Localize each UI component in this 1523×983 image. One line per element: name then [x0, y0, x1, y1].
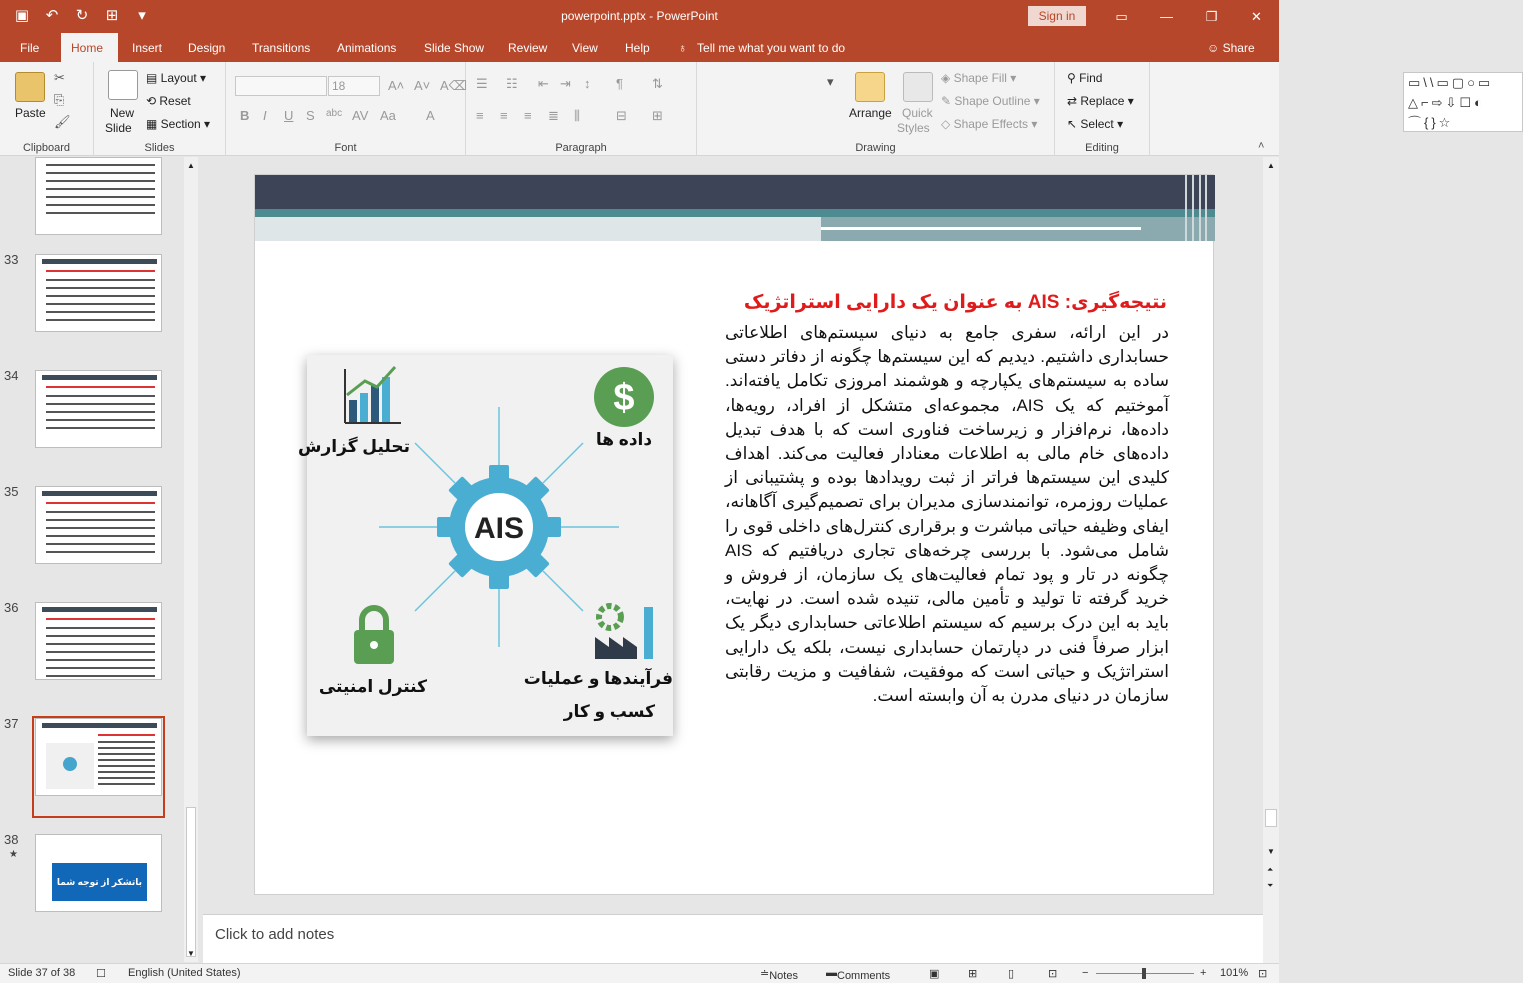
paste-icon[interactable] — [15, 72, 45, 102]
tab-review[interactable]: Review — [508, 41, 548, 55]
scrollbar-thumb[interactable] — [186, 807, 196, 957]
editing-group — [1055, 62, 1150, 156]
justify-icon[interactable]: ≣ — [548, 108, 559, 123]
quick-styles-button-line2[interactable]: Styles — [897, 121, 930, 135]
tab-transitions[interactable]: Transitions — [252, 41, 311, 55]
slide-number: 38 — [4, 832, 19, 847]
shape-effects-button[interactable]: ◇ Shape Effects ▾ — [941, 117, 1038, 131]
factory-icon — [595, 606, 653, 659]
cut-icon[interactable]: ✂ — [54, 70, 65, 85]
paint-bucket-icon: ◈ — [941, 71, 954, 85]
ribbon-tabs — [0, 33, 1279, 62]
new-slide-button-line2[interactable]: Slide — [105, 121, 132, 135]
copy-icon[interactable]: ⎘ — [54, 92, 65, 107]
slide-number: 33 — [4, 252, 19, 267]
collapse-ribbon-icon[interactable]: ˄ — [1258, 140, 1265, 152]
tab-file[interactable]: File — [20, 41, 40, 55]
zoom-in-icon[interactable]: + — [1200, 967, 1207, 979]
ribbon — [0, 62, 1494, 156]
effects-icon: ◇ — [941, 117, 954, 131]
slide-thumbnail-37[interactable] — [35, 718, 162, 796]
zoom-out-icon[interactable]: − — [1082, 967, 1089, 979]
quick-styles-icon[interactable] — [903, 72, 933, 102]
label-report-analysis: تحلیل گزارش — [298, 437, 410, 456]
zoom-level[interactable]: 101% — [1220, 967, 1249, 979]
line-spacing-icon[interactable]: ↕ — [584, 76, 591, 91]
text-direction-icon[interactable]: ⇅ — [652, 76, 663, 91]
font-size-combo[interactable]: 18 — [328, 76, 380, 96]
clipboard-group — [0, 62, 94, 156]
replace-icon: ⇄ — [1067, 94, 1081, 108]
char-spacing-icon[interactable]: AV — [352, 108, 369, 123]
smartart-icon[interactable]: ⊞ — [652, 108, 663, 123]
spell-check-icon[interactable]: ☐ — [96, 968, 106, 980]
notes-toggle[interactable]: ≐ Notes — [760, 968, 798, 982]
share-button[interactable]: ☺ Share — [1207, 41, 1255, 55]
slide-number: 36 — [4, 600, 19, 615]
slides-group — [94, 62, 226, 156]
tab-help[interactable]: Help — [625, 41, 650, 55]
section-icon: ▦ — [146, 117, 161, 131]
new-slide-icon[interactable] — [108, 70, 138, 100]
select-button[interactable]: ↖ Select ▾ — [1067, 117, 1124, 131]
shapes-gallery[interactable]: ▭\\▭▢○▭ △⌐⇨⇩☐◐ ⌒{}☆ — [1403, 72, 1523, 132]
paragraph-group — [466, 62, 697, 156]
align-text-icon[interactable]: ⊟ — [616, 108, 627, 123]
reset-icon: ⟲ — [146, 94, 160, 108]
slide-title[interactable]: نتیجه‌گیری: AIS به عنوان یک دارایی استراتژیک — [743, 292, 1167, 313]
redo-icon[interactable]: ↻ — [75, 7, 89, 24]
clear-format-icon[interactable]: A⌫ — [440, 78, 468, 93]
rtl-icon[interactable]: ¶ — [616, 76, 623, 91]
shape-fill-button[interactable]: ◈ Shape Fill ▾ — [941, 71, 1017, 85]
shadow-icon[interactable]: S — [306, 108, 315, 123]
font-label: Font — [334, 142, 357, 154]
grow-font-icon[interactable]: A˄ — [388, 78, 405, 93]
label-business: کسب و کار — [563, 702, 655, 721]
align-right-icon[interactable]: ≡ — [524, 108, 532, 123]
slide-sorter-icon[interactable]: ⊞ — [968, 968, 978, 980]
quick-styles-button[interactable]: Quick — [902, 106, 933, 120]
shrink-font-icon[interactable]: A˅ — [414, 78, 431, 93]
editing-label: Editing — [1085, 142, 1119, 154]
present-icon[interactable]: ⊞ — [105, 7, 119, 24]
font-group — [226, 62, 466, 156]
ais-diagram[interactable] — [298, 355, 673, 736]
customize-qat-icon[interactable]: ▾ — [138, 7, 146, 24]
slide-thumbnail-panel — [0, 157, 203, 963]
header-band-teal — [255, 209, 1215, 217]
change-case-icon[interactable]: Aa — [380, 108, 396, 123]
sign-in-button[interactable]: Sign in — [1028, 6, 1086, 26]
slide-thumbnail-35[interactable] — [35, 486, 162, 564]
thanks-box: باتشکر از توجه شما — [52, 863, 147, 901]
zoom-slider-handle[interactable] — [1142, 968, 1146, 979]
notes-placeholder[interactable]: Click to add notes — [215, 926, 335, 943]
replace-button[interactable]: ⇄ Replace ▾ — [1067, 94, 1134, 108]
pen-icon: ✎ — [941, 94, 955, 108]
slide-thumbnail-36[interactable] — [35, 602, 162, 680]
scroll-down-icon[interactable]: ▼ — [187, 949, 195, 958]
label-processes: فرآیندها و عملیات — [523, 669, 673, 688]
strikethrough-icon[interactable]: abc — [326, 108, 343, 119]
arrange-icon[interactable] — [855, 72, 885, 102]
quick-access-toolbar — [12, 6, 152, 26]
font-color-icon[interactable]: A — [426, 108, 435, 123]
columns-icon[interactable]: ⫼ — [574, 108, 580, 123]
dollar-glyph: $ — [613, 377, 635, 419]
save-icon[interactable]: ▣ — [14, 7, 30, 24]
slide-scrollbar[interactable] — [1263, 157, 1279, 963]
clipboard-label: Clipboard — [22, 142, 71, 154]
restore-icon[interactable]: ❐ — [1205, 9, 1218, 24]
align-center-icon[interactable]: ≡ — [500, 108, 508, 123]
slide-thumbnail-32[interactable] — [35, 157, 162, 235]
label-security-control: کنترل امنیتی — [318, 677, 427, 696]
thumbnail-scrollbar[interactable] — [184, 157, 198, 962]
tab-animations[interactable]: Animations — [337, 41, 397, 55]
reading-view-icon[interactable]: ▯ — [1008, 968, 1015, 980]
tell-me-search[interactable]: ♁ Tell me what you want to do — [678, 41, 846, 55]
ribbon-display-icon[interactable]: ▭ — [1115, 9, 1128, 24]
bar-chart-icon — [345, 367, 401, 423]
search-icon: ⚲ — [1067, 71, 1080, 85]
align-left-icon[interactable]: ≡ — [476, 108, 484, 123]
bold-icon[interactable]: B — [240, 108, 250, 123]
slide-number: 34 — [4, 368, 19, 383]
slide-thumbnail-38[interactable] — [35, 834, 162, 912]
tab-home[interactable]: Home — [61, 33, 118, 63]
window-title: powerpoint.pptx - PowerPoint — [561, 9, 718, 23]
italic-icon[interactable]: I — [263, 108, 267, 123]
drawing-label: Drawing — [855, 142, 896, 154]
arrange-button[interactable]: Arrange — [849, 106, 892, 120]
layout-button[interactable]: ▤ Layout ▾ — [146, 71, 207, 85]
slide-canvas[interactable] — [254, 174, 1214, 895]
comments-toggle[interactable]: ▬ Comments — [826, 967, 891, 982]
paragraph-label: Paragraph — [555, 142, 607, 154]
slide-body-text[interactable]: در این ارائه، سفری جامع به دنیای سیستم‌های اطلاعاتی حسابداری داشتیم. دیدیم که این سیستم‌ها چگونه از دفاتر دستی ساده به سیستم‌های یکپارچه و هوشمند امروزی تکامل یافته‌اند. آموختیم که یک AIS، مجموعه‌ای متشکل از افراد، رویه‌ها، داده‌ها، نرم‌افزار و زیرساخت فناوری است که با هدف تبدیل داده‌های خام مالی به اطلاعات معنادار فعالیت می‌کند. اهداف کلیدی این سیستم‌ها فراتر از ثبت رویدادها بوده و پشتیبانی از عملیات روزمره، توانمندسازی مدیران برای تصمیم‌گیری آگاهانه، ایفای وظیفه حیاتی مباشرت و برقراری کنترل‌های داخلی قوی را شامل می‌شود. با بررسی چرخه‌های تجاری دریافتیم که AIS چگونه در تار و پود تمام فعالیت‌های یک سازمان، از فروش و خرید گرفته تا تولید و تأمین مالی، تنیده شده است. در نهایت، باید به این درک برسیم که سیستم اطلاعاتی حسابداری دیگر یک ابزار صرفاً فنی در دپارتمان حسابداری نیست، بلکه یک دارایی استراتژیک و حیاتی است که موفقیت، شفافیت و مزیت رقابتی سازمان در دنیای مدرن به آن وابسته است. — [725, 323, 1170, 706]
animation-star-icon: ★ — [9, 849, 18, 860]
slide-thumbnail-33[interactable] — [35, 254, 162, 332]
decrease-indent-icon[interactable]: ⇤ — [538, 76, 549, 91]
normal-view-icon[interactable]: ▣ — [929, 968, 940, 980]
lightbulb-icon: ♁ — [678, 41, 691, 55]
label-data: داده ها — [595, 430, 653, 449]
tab-insert[interactable]: Insert — [132, 41, 163, 55]
slide-number: 35 — [4, 484, 19, 499]
gallery-scroll-icon[interactable]: ▾ — [827, 74, 834, 89]
minimize-icon[interactable]: — — [1160, 9, 1173, 24]
scroll-down-icon[interactable]: ▼ — [1267, 847, 1275, 856]
paste-button[interactable]: Paste — [15, 106, 46, 120]
person-icon: ☺ — [1207, 41, 1223, 55]
fit-slide-icon[interactable]: ⊡ — [1258, 968, 1268, 980]
notes-pane[interactable] — [203, 914, 1263, 963]
shape-outline-button[interactable]: ✎ Shape Outline ▾ — [941, 94, 1040, 108]
next-slide-icon[interactable]: ⏷ — [1267, 881, 1274, 890]
new-slide-button[interactable]: New — [110, 106, 135, 120]
layout-icon: ▤ — [146, 71, 161, 85]
reset-button[interactable]: ⟲ Reset — [146, 94, 191, 108]
scroll-up-icon[interactable]: ▲ — [187, 161, 195, 170]
tab-design[interactable]: Design — [188, 41, 226, 55]
underline-icon[interactable]: U — [284, 108, 294, 123]
tab-view[interactable]: View — [572, 41, 598, 55]
padlock-icon — [354, 608, 394, 664]
bullets-icon[interactable]: ☰ — [476, 76, 488, 91]
find-button[interactable]: ⚲ Find — [1067, 71, 1103, 85]
language-indicator[interactable]: English (United States) — [128, 967, 241, 979]
scroll-up-icon[interactable]: ▲ — [1267, 161, 1275, 170]
ais-center-label: AIS — [473, 512, 525, 545]
previous-slide-icon[interactable]: ⏶ — [1267, 865, 1274, 874]
slide-number: 37 — [4, 716, 19, 731]
font-name-combo[interactable] — [235, 76, 327, 96]
slide-thumbnail-34[interactable] — [35, 370, 162, 448]
section-button[interactable]: ▦ Section ▾ — [146, 117, 211, 131]
format-painter-icon[interactable]: 🖌 — [54, 114, 71, 129]
slide-counter: Slide 37 of 38 — [8, 967, 76, 979]
increase-indent-icon[interactable]: ⇥ — [560, 76, 571, 91]
slides-label: Slides — [144, 142, 175, 154]
tab-slide-show[interactable]: Slide Show — [424, 41, 485, 55]
header-band-dark — [255, 175, 1215, 209]
undo-icon[interactable]: ↶ — [45, 7, 59, 24]
close-icon[interactable]: ✕ — [1251, 9, 1262, 24]
slideshow-view-icon[interactable]: ⊡ — [1048, 968, 1058, 980]
cursor-icon: ↖ — [1067, 117, 1081, 131]
status-bar — [0, 963, 1279, 983]
numbering-icon[interactable]: ☷ — [506, 76, 518, 91]
title-bar — [0, 0, 1279, 33]
scrollbar-thumb[interactable] — [1265, 809, 1277, 827]
